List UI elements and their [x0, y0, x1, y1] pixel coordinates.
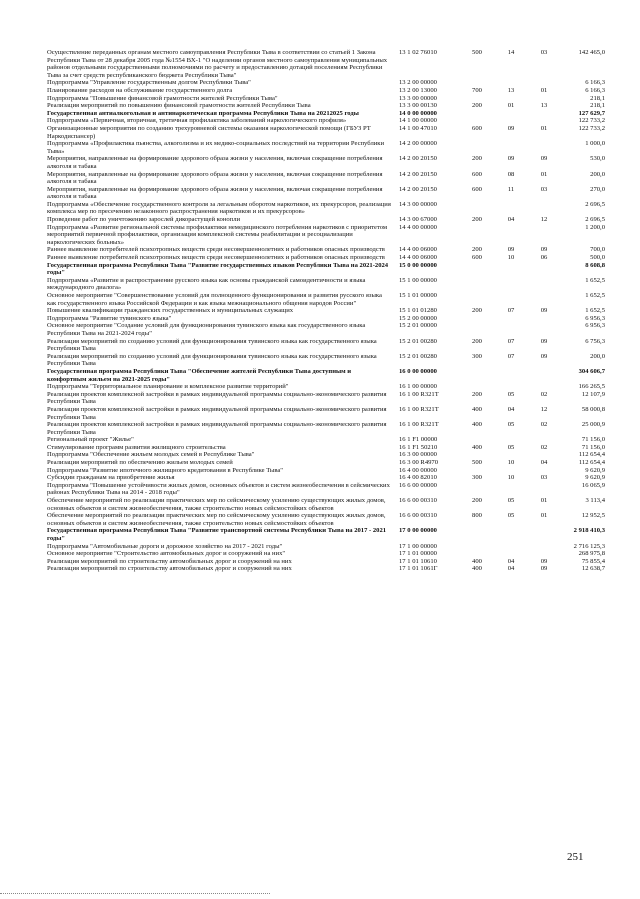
- row-expense-type: 400: [472, 421, 482, 429]
- row-code: 16 1 00 R321Т: [399, 390, 439, 398]
- row-expense-type: 400: [472, 443, 482, 451]
- row-amount: 166 265,5: [578, 383, 605, 391]
- row-description: Государственная антиалкогольная и антинаркотическая программа Республики Тыва на 20212025 годы: [47, 109, 359, 117]
- row-amount: 16 065,9: [581, 481, 605, 489]
- row-amount: 530,0: [590, 155, 605, 163]
- row-amount: 9 620,9: [585, 474, 605, 482]
- row-amount: 122 733,2: [578, 117, 605, 125]
- row-description: Государственная программа Республики Тыва "Развитие транспортной системы Республики Тыва на 2017 - 2021 годы": [47, 527, 387, 542]
- row-amount: 218,1: [590, 94, 605, 102]
- table-row: [47, 383, 605, 391]
- table-row: [47, 436, 605, 444]
- row-code: 16 1 F1 00000: [399, 436, 438, 444]
- row-description: Подпрограмма "Автомобильные дороги и дорожное хозяйство на 2017 - 2021 годы": [47, 542, 283, 550]
- row-code: 16 6 00 00310: [399, 512, 437, 520]
- row-subsection: 02: [540, 421, 548, 429]
- table-row: [47, 550, 605, 558]
- row-amount: 3 113,4: [585, 497, 605, 505]
- table-row: [47, 474, 605, 482]
- row-expense-type: 400: [472, 405, 482, 413]
- row-expense-type: 400: [472, 557, 482, 565]
- row-description: Обеспечение мероприятий по реализации практических мер по сейсмическому усилению существующих жилых домов, основных объектов и систем жизнеобеспечения, также строительство новых сейсмостойких объектов: [47, 512, 386, 527]
- row-section: 04: [507, 565, 515, 573]
- row-expense-type: 500: [472, 49, 482, 56]
- row-code: 17 1 00 00000: [399, 542, 437, 550]
- program-row: [47, 368, 605, 383]
- row-amount: 6 166,3: [585, 86, 605, 94]
- row-subsection: 01: [540, 124, 548, 132]
- table-row: [47, 171, 605, 186]
- row-subsection: 13: [540, 102, 548, 110]
- row-section: 07: [507, 352, 515, 360]
- row-code: 15 1 01 00000: [399, 292, 437, 299]
- table-row: [47, 459, 605, 467]
- row-amount: 142 465,0: [578, 49, 605, 56]
- row-section: 05: [507, 512, 515, 520]
- table-row: [47, 216, 605, 224]
- budget-table: [47, 49, 605, 573]
- row-code: 16 3 00 R4970: [399, 459, 439, 467]
- row-expense-type: 200: [472, 390, 482, 398]
- row-code: 14 3 00 67000: [399, 216, 437, 224]
- table-row: [47, 421, 605, 436]
- row-description: Проведение работ по уничтожению зарослей дикорастущей конопли: [47, 216, 241, 224]
- row-description: Подпрограмма «Обеспечение государственного контроля за легальным оборотом наркотиков, их прекурсоров, реализация комплекса мер по пресечению незаконного распространения наркотиков и их прекурсоров»: [47, 200, 391, 216]
- row-description: Реализация проектов комплексной застройки в рамках индивидуальной программы социально-экономического развития Республики Тыва: [47, 390, 387, 406]
- row-description: Подпрограмма "Обеспечение жильем молодых семей в Республике Тыва": [47, 451, 255, 459]
- table-row: [47, 49, 605, 79]
- table-row: [47, 87, 605, 95]
- row-expense-type: 200: [472, 155, 482, 163]
- table-row: [47, 565, 605, 573]
- row-section: 05: [507, 421, 515, 429]
- row-subsection: 01: [540, 497, 548, 505]
- row-expense-type: 200: [472, 246, 482, 254]
- row-code: 14 1 00 00000: [399, 117, 437, 125]
- row-code: 17 0 00 00000: [399, 527, 437, 535]
- row-expense-type: 800: [472, 512, 482, 520]
- row-expense-type: 600: [472, 185, 482, 193]
- row-code: 17 1 01 00000: [399, 550, 437, 558]
- table-row: [47, 322, 605, 337]
- row-section: 08: [507, 170, 515, 178]
- row-code: 14 3 00 00000: [399, 200, 437, 208]
- row-code: 16 3 00 00000: [399, 451, 437, 459]
- row-section: 10: [507, 474, 515, 482]
- row-amount: 25 000,9: [581, 421, 605, 429]
- row-code: 15 1 01 01280: [399, 307, 437, 315]
- row-subsection: 09: [540, 307, 548, 315]
- row-description: Мероприятия, направленные на формирование здорового образа жизни у населения, включая сокращение потребления алкоголя и табака: [47, 185, 383, 201]
- row-amount: 71 156,0: [581, 436, 605, 444]
- row-description: Реализация мероприятий по созданию условий для функционирования тувинского языка как государственного языка Республики Тыва: [47, 352, 377, 368]
- row-description: Реализация мероприятий по обеспечению жильем молодых семей: [47, 459, 233, 467]
- row-expense-type: 200: [472, 497, 482, 505]
- row-expense-type: 700: [472, 86, 482, 94]
- row-description: Реализация проектов комплексной застройки в рамках индивидуальной программы социально-экономического развития Республики Тыва: [47, 405, 387, 421]
- row-amount: 1 652,5: [585, 307, 605, 315]
- row-description: Региональный проект "Жилье": [47, 436, 134, 444]
- row-description: Государственная программа Республики Тыва "Развитие государственных языков Республики Тыва на 2021-2024 годы": [47, 261, 389, 277]
- row-code: 15 0 00 00000: [399, 261, 437, 269]
- row-description: Подпрограмма "Управление государственным долгом Республики Тыва": [47, 79, 251, 87]
- row-code: 16 4 00 82010: [399, 474, 437, 482]
- table-row: [47, 292, 605, 307]
- row-amount: 2 696,5: [585, 200, 605, 208]
- row-expense-type: 400: [472, 565, 482, 573]
- row-description: Подпрограмма "Развитие ипотечного жилищного кредитования в Республике Тыва": [47, 466, 283, 474]
- row-amount: 218,1: [590, 102, 605, 110]
- table-row: [47, 338, 605, 353]
- row-amount: 2 716 125,3: [573, 542, 605, 550]
- table-row: [47, 444, 605, 452]
- table-row: [47, 79, 605, 87]
- row-amount: 200,0: [590, 170, 605, 178]
- row-description: Подпрограмма «Развитие региональной системы профилактики немедицинского потребления наркотиков с приоритетом мероприятий первичной профилактики, организация комплексной системы реабилитации и ресоциализации наркологических больных»: [47, 223, 388, 246]
- row-description: Основное мероприятие "Создание условий для функционирования тувинского языка как государственного языка Республики Тыва на 2021-2024 годы": [47, 322, 366, 337]
- row-section: 14: [507, 49, 515, 56]
- row-description: Осуществление переданных органам местного самоуправления Республики Тыва в соответствии со статьей 1 Закона Республики Тыва от 28 декабря 2005 года №1554 ВХ-1 "О наделении органов местного самоуправления муниципальных районов отдельными государственными полномочиями по расчету и предоставлению дотаций поселениям Республики Тыва за счет средств республиканского бюджета Республики Тыва": [47, 49, 388, 79]
- row-expense-type: 600: [472, 170, 482, 178]
- row-description: Подпрограмма "Развитие тувинского языка": [47, 314, 172, 322]
- row-subsection: 09: [540, 246, 548, 254]
- row-section: 04: [507, 216, 515, 224]
- row-description: Основное мероприятие "Совершенствование условий для полноценного функционирования и развития русского языка как государственного языка Российской Федерации и как языка межнационального общения народов России": [47, 292, 382, 307]
- row-expense-type: 300: [472, 352, 482, 360]
- row-expense-type: 200: [472, 337, 482, 345]
- table-row: [47, 307, 605, 315]
- row-description: Раннее выявление потребителей психотропных веществ среди несовершеннолетних и работников опасных производств: [47, 254, 385, 262]
- row-subsection: 12: [540, 216, 548, 224]
- row-description: Стимулирование программ развития жилищного строительства: [47, 443, 226, 451]
- row-subsection: 01: [540, 170, 548, 178]
- row-description: Реализация мероприятий по повышению финансовой грамотности жителей Республики Тыва: [47, 102, 311, 110]
- row-subsection: 03: [540, 474, 548, 482]
- row-section: 09: [507, 124, 515, 132]
- row-section: 11: [507, 185, 515, 193]
- table-row: [47, 543, 605, 551]
- table-row: [47, 254, 605, 262]
- row-code: 14 1 00 47010: [399, 124, 437, 132]
- table-row: [47, 117, 605, 125]
- row-amount: 2 696,5: [585, 216, 605, 224]
- row-description: Повышение квалификации гражданских государственных и муниципальных служащих: [47, 307, 294, 315]
- row-amount: 6 956,3: [585, 322, 605, 330]
- row-expense-type: 200: [472, 102, 482, 110]
- row-section: 10: [507, 459, 515, 467]
- table-row: [47, 125, 605, 140]
- row-description: Реализация мероприятий по строительству автомобильных дорог и сооружений на них: [47, 557, 292, 565]
- row-amount: 127 629,7: [578, 109, 605, 117]
- table-row: [47, 186, 605, 201]
- row-description: Мероприятия, направленные на формирование здорового образа жизни у населения, включая сокращение потребления алкоголя и табака: [47, 170, 383, 186]
- row-section: 05: [507, 390, 515, 398]
- program-row: [47, 262, 605, 277]
- row-code: 16 1 00 00000: [399, 383, 437, 391]
- table-row: [47, 353, 605, 368]
- row-amount: 1 000,0: [585, 140, 605, 148]
- row-description: Мероприятия, направленные на формирование здорового образа жизни у населения, включая сокращение потребления алкоголя и табака: [47, 155, 383, 170]
- row-code: 17 1 01 1061Г: [399, 565, 438, 573]
- row-amount: 112 654,4: [578, 459, 605, 467]
- row-code: 16 6 00 00310: [399, 497, 437, 505]
- row-subsection: 12: [540, 405, 548, 413]
- row-amount: 6 956,3: [585, 314, 605, 322]
- table-row: [47, 102, 605, 110]
- row-expense-type: 600: [472, 254, 482, 262]
- row-code: 16 1 00 R321Т: [399, 405, 439, 413]
- row-amount: 9 620,9: [585, 466, 605, 474]
- table-row: [47, 224, 605, 247]
- row-section: 09: [507, 246, 515, 254]
- row-amount: 8 608,8: [585, 261, 605, 269]
- row-description: Подпрограмма "Повышение финансовой грамотности жителей Республики Тыва": [47, 94, 278, 102]
- table-row: [47, 482, 605, 497]
- table-row: [47, 558, 605, 566]
- row-code: 13 3 00 00130: [399, 102, 437, 110]
- row-expense-type: 500: [472, 459, 482, 467]
- row-subsection: 02: [540, 443, 548, 451]
- row-description: Подпрограмма "Повышение устойчивости жилых домов, основных объектов и систем жизнеобеспечения в сейсмических районах Республики Тыва на 2014 - 2018 годы": [47, 481, 390, 497]
- row-expense-type: 200: [472, 216, 482, 224]
- row-section: 01: [507, 102, 515, 110]
- row-subsection: 03: [540, 185, 548, 193]
- row-code: 15 2 00 00000: [399, 314, 437, 322]
- row-section: 09: [507, 155, 515, 163]
- row-amount: 71 156,0: [581, 443, 605, 451]
- row-expense-type: 300: [472, 474, 482, 482]
- program-row: [47, 527, 605, 542]
- row-code: 14 2 00 20150: [399, 170, 437, 178]
- table-row: [47, 451, 605, 459]
- row-amount: 75 855,4: [581, 557, 605, 565]
- row-code: 16 4 00 00000: [399, 466, 437, 474]
- row-section: 05: [507, 443, 515, 451]
- table-row: [47, 315, 605, 323]
- row-code: 14 2 00 00000: [399, 140, 437, 148]
- row-code: 17 1 01 10610: [399, 557, 437, 565]
- row-code: 15 2 01 00280: [399, 352, 437, 360]
- table-row: [47, 497, 605, 512]
- row-subsection: 03: [540, 49, 548, 56]
- row-amount: 268 975,8: [578, 550, 605, 558]
- row-code: 13 3 00 00000: [399, 94, 437, 102]
- row-amount: 6 166,3: [585, 79, 605, 87]
- footer-rule: [0, 893, 270, 894]
- row-description: Организационные мероприятия по созданию трехуровневой системы оказания наркологической помощи (ГБУЗ РТ Наркодиспансер): [47, 124, 371, 140]
- row-subsection: 09: [540, 352, 548, 360]
- row-amount: 6 756,3: [585, 337, 605, 345]
- row-code: 16 6 00 00000: [399, 481, 437, 489]
- row-expense-type: 600: [472, 124, 482, 132]
- row-section: 07: [507, 337, 515, 345]
- row-subsection: 09: [540, 337, 548, 345]
- row-amount: 112 654,4: [578, 451, 605, 459]
- row-subsection: 01: [540, 86, 548, 94]
- row-expense-type: 200: [472, 307, 482, 315]
- row-code: 15 2 01 00280: [399, 337, 437, 345]
- row-subsection: 04: [540, 459, 548, 467]
- row-section: 04: [507, 557, 515, 565]
- row-description: Субсидии гражданам на приобретение жилья: [47, 474, 175, 482]
- row-subsection: 09: [540, 565, 548, 573]
- row-description: Подпрограмма "Территориальное планирование и комплексное развитие территорий": [47, 383, 289, 391]
- row-amount: 200,0: [590, 352, 605, 360]
- row-description: Реализация проектов комплексной застройки в рамках индивидуальной программы социально-экономического развития Республики Тыва: [47, 421, 387, 436]
- row-code: 15 1 00 00000: [399, 276, 437, 284]
- row-section: 05: [507, 497, 515, 505]
- row-section: 07: [507, 307, 515, 315]
- table-row: [47, 406, 605, 421]
- row-amount: 500,0: [590, 254, 605, 262]
- row-amount: 1 652,5: [585, 292, 605, 299]
- row-section: 04: [507, 405, 515, 413]
- page-number: 251: [567, 851, 584, 863]
- program-row: [47, 110, 605, 118]
- row-amount: 1 652,5: [585, 276, 605, 284]
- row-amount: 12 952,5: [581, 512, 605, 520]
- table-row: [47, 512, 605, 527]
- table-row: [47, 155, 605, 170]
- row-amount: 1 200,0: [585, 223, 605, 231]
- row-subsection: 02: [540, 390, 548, 398]
- row-description: Подпрограмма «Развитие и распространение русского языка как основы гражданской самоидентичности и языка международного диалога»: [47, 276, 366, 292]
- row-code: 13 1 02 76010: [399, 49, 437, 56]
- row-code: 16 0 00 00000: [399, 367, 437, 375]
- row-description: Подпрограмма «Профилактика пьянства, алкоголизма и их медико-социальных последствий на территории Республики Тыва»: [47, 140, 385, 155]
- row-code: 15 2 01 00000: [399, 322, 437, 330]
- row-code: 14 4 00 06000: [399, 254, 437, 262]
- row-amount: 270,0: [590, 185, 605, 193]
- row-code: 14 0 00 00000: [399, 109, 437, 117]
- row-description: Реализация мероприятий по строительству автомобильных дорог и сооружений на них: [47, 565, 292, 573]
- row-amount: 58 000,8: [581, 405, 605, 413]
- row-section: 13: [507, 86, 515, 94]
- row-amount: 12 107,9: [581, 390, 605, 398]
- row-code: 16 1 00 R321Т: [399, 421, 439, 429]
- table-row: [47, 140, 605, 155]
- table-row: [47, 391, 605, 406]
- row-code: 14 4 00 00000: [399, 223, 437, 231]
- row-description: Государственная программа Республики Тыва "Обеспечение жителей Республики Тыва доступным и комфортным жильем на 2021-2025 годы": [47, 367, 352, 383]
- row-subsection: 09: [540, 557, 548, 565]
- row-amount: 2 918 410,3: [573, 527, 605, 535]
- row-code: 13 2 00 13000: [399, 86, 437, 94]
- row-section: 10: [507, 254, 515, 262]
- row-description: Основное мероприятие "Строительство автомобильных дорог и сооружений на них": [47, 550, 286, 558]
- row-subsection: 06: [540, 254, 548, 262]
- row-description: Реализация мероприятий по созданию условий для функционирования тувинского языка как государственного языка Республики Тыва: [47, 337, 377, 353]
- row-description: Обеспечение мероприятий по реализации практических мер по сейсмическому усилению существующих жилых домов, основных объектов и систем жизнеобеспечения, также строительство новых сейсмостойких объектов: [47, 497, 386, 512]
- row-subsection: 09: [540, 155, 548, 163]
- table-row: [47, 246, 605, 254]
- row-amount: 304 606,7: [578, 367, 605, 375]
- table-row: [47, 201, 605, 216]
- table-row: [47, 277, 605, 292]
- table-row: [47, 95, 605, 103]
- row-amount: 12 638,7: [581, 565, 605, 573]
- row-code: 16 1 F1 50210: [399, 443, 438, 451]
- row-description: Планирование расходов на обслуживание государственного долга: [47, 86, 233, 94]
- row-amount: 700,0: [590, 246, 605, 254]
- row-description: Подпрограмма «Первичная, вторичная, третичная профилактика заболеваний наркологического профиля»: [47, 117, 347, 125]
- row-code: 14 2 00 20150: [399, 185, 437, 193]
- row-code: 14 2 00 20150: [399, 155, 437, 163]
- row-subsection: 01: [540, 512, 548, 520]
- row-code: 14 4 00 06000: [399, 246, 437, 254]
- row-amount: 122 733,2: [578, 124, 605, 132]
- table-row: [47, 467, 605, 475]
- row-description: Раннее выявление потребителей психотропных веществ среди несовершеннолетних и работников опасных производств: [47, 246, 385, 254]
- row-code: 13 2 00 00000: [399, 79, 437, 87]
